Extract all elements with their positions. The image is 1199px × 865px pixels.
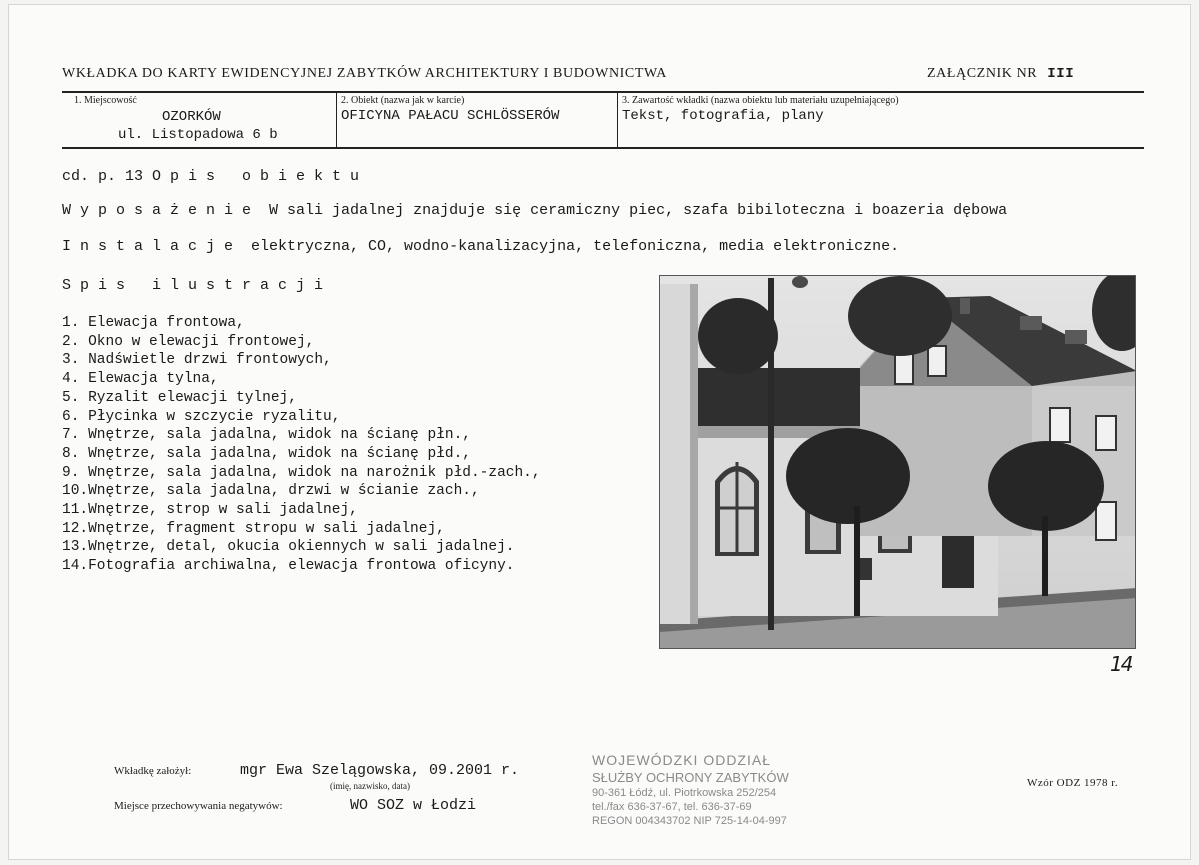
negatives-location-label: Miejsce przechowywania negatywów: — [114, 800, 283, 812]
illustration-item: 6. Płycinka w szczycie ryzalitu, — [62, 408, 341, 425]
illustration-item: 7. Wnętrze, sala jadalna, widok na ścianę płn., — [62, 427, 471, 444]
prepared-by-label: Wkładkę założył: — [114, 765, 192, 777]
illustration-item: 2. Okno w elewacji frontowej, — [62, 333, 315, 350]
building-photo-drawing — [660, 276, 1136, 649]
sheet-title: WKŁADKA DO KARTY EWIDENCYJNEJ ZABYTKÓW ARCHITEKTURY I BUDOWNICTWA — [62, 66, 667, 81]
illustration-item: 12.Wnętrze, fragment stropu w sali jadalnej, — [62, 520, 445, 537]
annex-label-text: ZAŁĄCZNIK NR — [927, 66, 1038, 81]
installations-heading: Instalacje — [62, 238, 243, 255]
object-label: 2. Obiekt (nazwa jak w karcie) — [341, 95, 465, 106]
illustration-item: 3. Nadświetle drzwi frontowych, — [62, 352, 332, 369]
illustration-item: 10.Wnętrze, sala jadalna, drzwi w ścianie zach., — [62, 483, 480, 500]
negatives-location-value: WO SOZ w Łodzi — [350, 797, 477, 814]
archival-photograph — [659, 275, 1136, 649]
location-town: OZORKÓW — [162, 109, 221, 125]
equipment-text: W sali jadalnej znajduje się ceramiczny piec, szafa bibiloteczna i boazeria dębowa — [269, 202, 1008, 219]
equipment-line — [62, 202, 1007, 219]
header-rule-bottom — [62, 147, 1144, 149]
illustration-item: 13.Wnętrze, detal, okucia okiennych w sali jadalnej. — [62, 539, 515, 556]
column-divider-1 — [336, 93, 337, 147]
content-label: 3. Zawartość wkładki (nazwa obiektu lub materiału uzupełniającego) — [622, 95, 899, 106]
stamp-line-3: 90-361 Łódź, ul. Piotrkowska 252/254 — [592, 787, 777, 799]
stamp-line-2: SŁUŻBY OCHRONY ZABYTKÓW — [592, 770, 789, 785]
page-number: 14 — [1110, 652, 1132, 676]
stamp-line-4: tel./fax 636-37-67, tel. 636-37-69 — [592, 801, 752, 813]
prepared-by-hint: (imię, nazwisko, data) — [330, 781, 410, 791]
illustration-item: 1. Elewacja frontowa, — [62, 315, 245, 331]
stamp-line-5: REGON 004343702 NIP 725-14-04-997 — [592, 815, 787, 827]
content-value: Tekst, fotografia, plany — [622, 108, 824, 124]
illustration-item: 4. Elewacja tylna, — [62, 371, 219, 388]
equipment-heading: Wyposażenie — [62, 202, 261, 219]
illustration-item: 11.Wnętrze, strop w sali jadalnej, — [62, 502, 358, 519]
illustration-item: 5. Ryzalit elewacji tylnej, — [62, 389, 297, 406]
illustration-item: 14.Fotografia archiwalna, elewacja frontowa oficyny. — [62, 558, 515, 575]
header-rule-top — [62, 91, 1144, 93]
location-label: 1. Miejscowość — [74, 95, 137, 106]
form-version: Wzór ODZ 1978 r. — [1027, 777, 1119, 789]
column-divider-2 — [617, 93, 618, 147]
annex-number: III — [1047, 66, 1075, 82]
object-name: OFICYNA PAŁACU SCHLÖSSERÓW — [341, 108, 560, 124]
illustrations-list — [62, 314, 541, 576]
illustration-item: 9. Wnętrze, sala jadalna, widok na narożnik płd.-zach., — [62, 464, 541, 481]
continuation-line — [62, 168, 368, 185]
stamp-line-1: WOJEWÓDZKI ODDZIAŁ — [592, 752, 771, 768]
annex-label — [927, 66, 1074, 82]
prepared-by-value: mgr Ewa Szelągowska, 09.2001 r. — [240, 762, 520, 779]
installations-text: elektryczna, CO, wodno-kanalizacyjna, telefoniczna, media elektroniczne. — [251, 238, 900, 255]
location-street: ul. Listopadowa 6 b — [118, 127, 278, 143]
continuation-prefix: cd. p. 13 — [62, 168, 144, 185]
illustrations-heading: Spis ilustracji — [62, 277, 333, 294]
office-stamp — [592, 752, 792, 827]
illustration-item: 8. Wnętrze, sala jadalna, widok na ścianę płd., — [62, 445, 471, 462]
installations-line — [62, 238, 899, 255]
object-description-heading: Opis obiektu — [152, 168, 369, 185]
